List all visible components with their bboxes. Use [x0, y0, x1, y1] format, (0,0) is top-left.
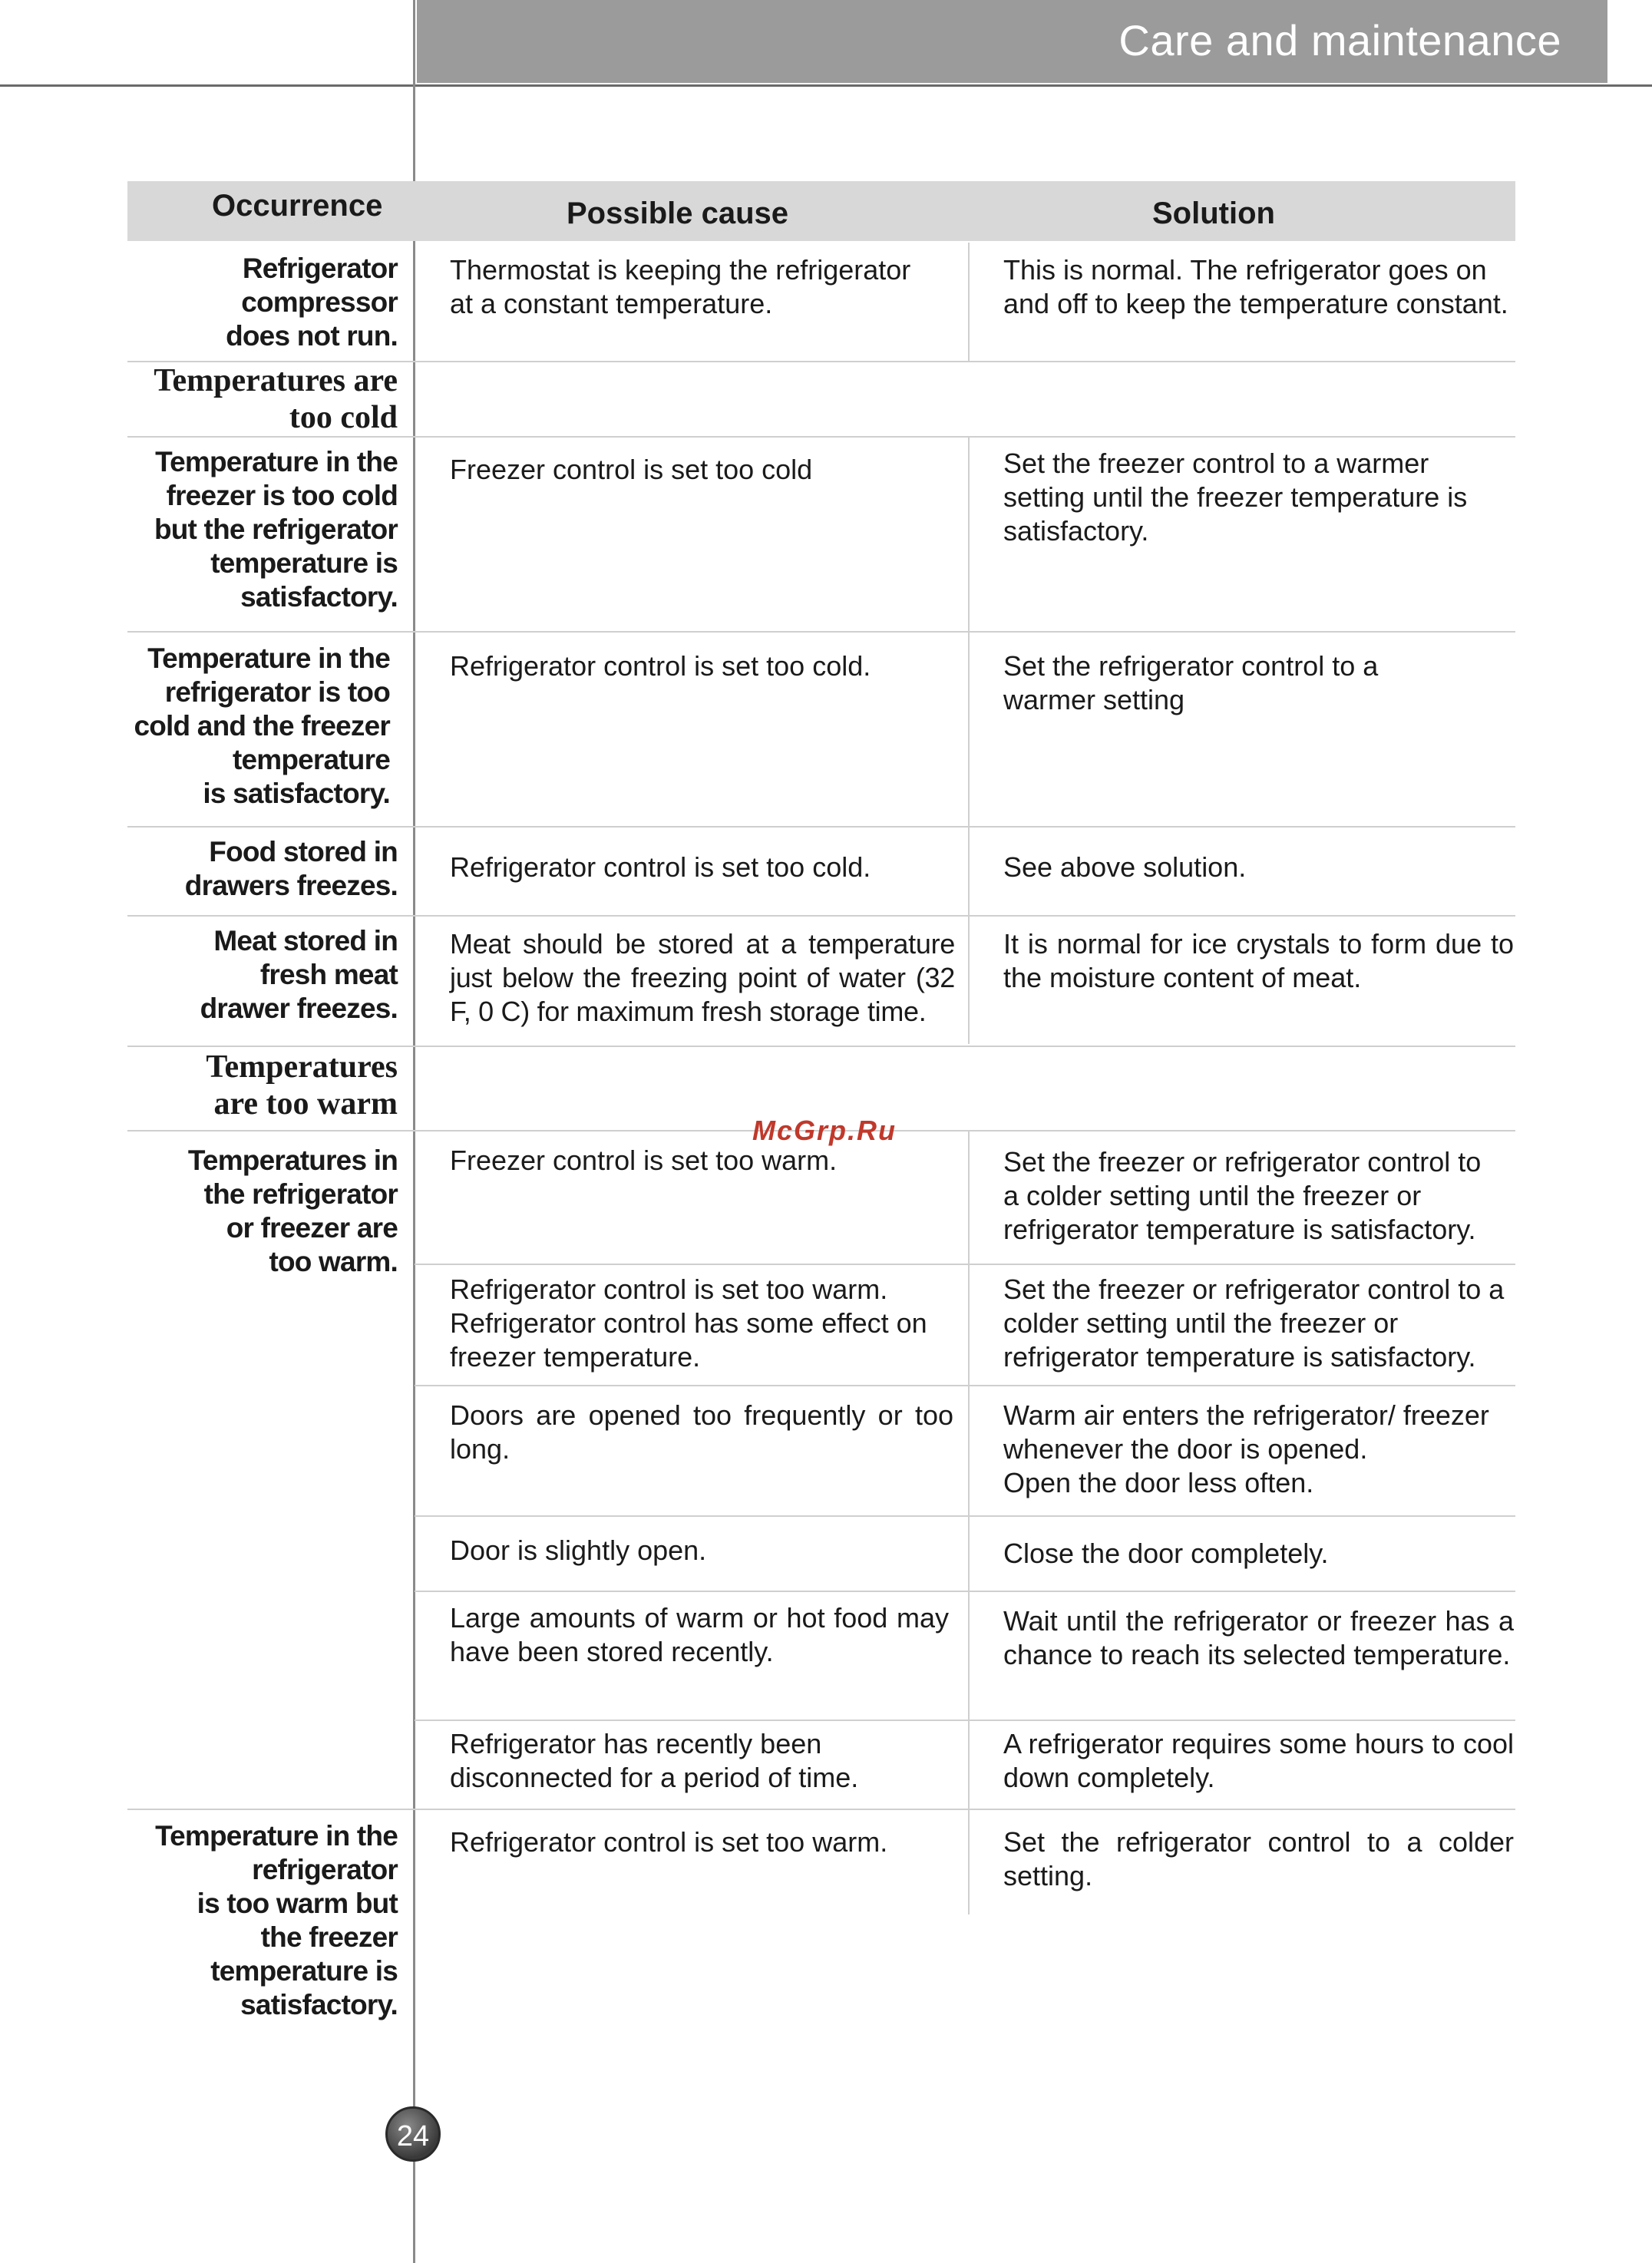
- occurrence-cell: Food stored in drawers freezes.: [184, 836, 398, 901]
- row-divider: [415, 1515, 1515, 1517]
- cause-cell: Refrigerator has recently been disconnected for a period of time.: [450, 1728, 859, 1793]
- page-title: Care and maintenance: [1118, 16, 1561, 64]
- row-divider: [127, 826, 1515, 828]
- row-divider: [415, 1591, 1515, 1592]
- column-divider: [968, 438, 970, 1044]
- solution-cell: This is normal. The refrigerator goes on and off to keep the temperature constant.: [1003, 254, 1508, 319]
- occurrence-cell: Temperatures in the refrigerator or freezer are too warm.: [187, 1145, 398, 1277]
- solution-cell: A refrigerator requires some hours to cool down completely.: [1003, 1728, 1514, 1793]
- occurrence-cell: Temperature in the refrigerator is too cold and the freezer temperature is satisfactory.: [134, 643, 390, 809]
- cause-cell: Refrigerator control is set too cold.: [450, 851, 871, 883]
- column-possible-cause: Possible cause: [567, 197, 789, 230]
- row-divider: [127, 436, 1515, 438]
- row-divider: [127, 915, 1515, 917]
- occurrence-cell: Refrigerator compressor does not run.: [226, 253, 398, 352]
- cause-cell: Door is slightly open.: [450, 1535, 707, 1566]
- solution-cell: Warm air enters the refrigerator/ freezer whenever the door is opened. Open the door less often.: [1003, 1399, 1489, 1498]
- solution-cell: It is normal for ice crystals to form due to the moisture content of meat.: [1003, 928, 1514, 993]
- occurrence-cell: Meat stored in fresh meat drawer freezes.: [200, 925, 398, 1024]
- solution-cell: See above solution.: [1003, 851, 1247, 883]
- solution-cell: Close the door completely.: [1003, 1538, 1329, 1569]
- left-margin-rule: [413, 0, 415, 2263]
- column-occurrence: Occurrence: [212, 189, 383, 223]
- solution-cell: Set the refrigerator control to a warmer setting: [1003, 650, 1379, 715]
- cause-cell: Freezer control is set too cold: [450, 454, 813, 485]
- watermark: McGrp.Ru: [752, 1115, 897, 1146]
- row-divider: [127, 1809, 1515, 1810]
- occurrence-cell: Temperature in the freezer is too cold but the refrigerator temperature is satisfactory.: [154, 446, 398, 613]
- occurrence-cell: Temperature in the refrigerator is too warm but the freezer temperature is satisfactory.: [155, 1820, 398, 2020]
- top-rule: [0, 84, 1652, 87]
- row-divider: [127, 1046, 1515, 1047]
- cause-cell: Meat should be stored at a temperature just below the freezing point of water (32 F, 0 C) for maximum fresh storage time.: [450, 928, 955, 1027]
- column-solution: Solution: [1152, 197, 1275, 230]
- header-band: [417, 0, 1607, 83]
- solution-cell: Set the refrigerator control to a colder setting.: [1003, 1826, 1514, 1891]
- solution-cell: Set the freezer or refrigerator control to a colder setting until the freezer or refrigerator temperature is satisfactory.: [1003, 1146, 1482, 1245]
- cause-cell: Refrigerator control is set too warm.: [450, 1826, 888, 1858]
- solution-cell: Set the freezer or refrigerator control to a colder setting until the freezer or refrigerator temperature is satisfactory.: [1003, 1274, 1505, 1373]
- cause-cell: Thermostat is keeping the refrigerator at a constant temperature.: [450, 254, 911, 319]
- section-heading-too-cold: Temperatures are too cold: [154, 363, 398, 435]
- solution-cell: Wait until the refrigerator or freezer has a chance to reach its selected temperature.: [1003, 1605, 1514, 1670]
- column-divider: [968, 243, 970, 361]
- cause-cell: Freezer control is set too warm.: [450, 1145, 838, 1176]
- cause-cell: Refrigerator control is set too warm. Refrigerator control has some effect on freezer temperature.: [450, 1274, 927, 1373]
- column-divider: [968, 1132, 970, 1914]
- section-heading-too-warm: Temperatures are too warm: [206, 1049, 398, 1122]
- row-divider: [415, 1385, 1515, 1386]
- solution-cell: Set the freezer control to a warmer setting until the freezer temperature is satisfactory.: [1003, 448, 1468, 547]
- cause-cell: Doors are opened too frequently or too long.: [450, 1399, 953, 1465]
- cause-cell: Large amounts of warm or hot food may have been stored recently.: [450, 1602, 949, 1667]
- row-divider: [415, 1720, 1515, 1721]
- cause-cell: Refrigerator control is set too cold.: [450, 650, 871, 682]
- page-number: 24: [385, 2106, 441, 2162]
- row-divider: [415, 1264, 1515, 1265]
- row-divider: [127, 631, 1515, 633]
